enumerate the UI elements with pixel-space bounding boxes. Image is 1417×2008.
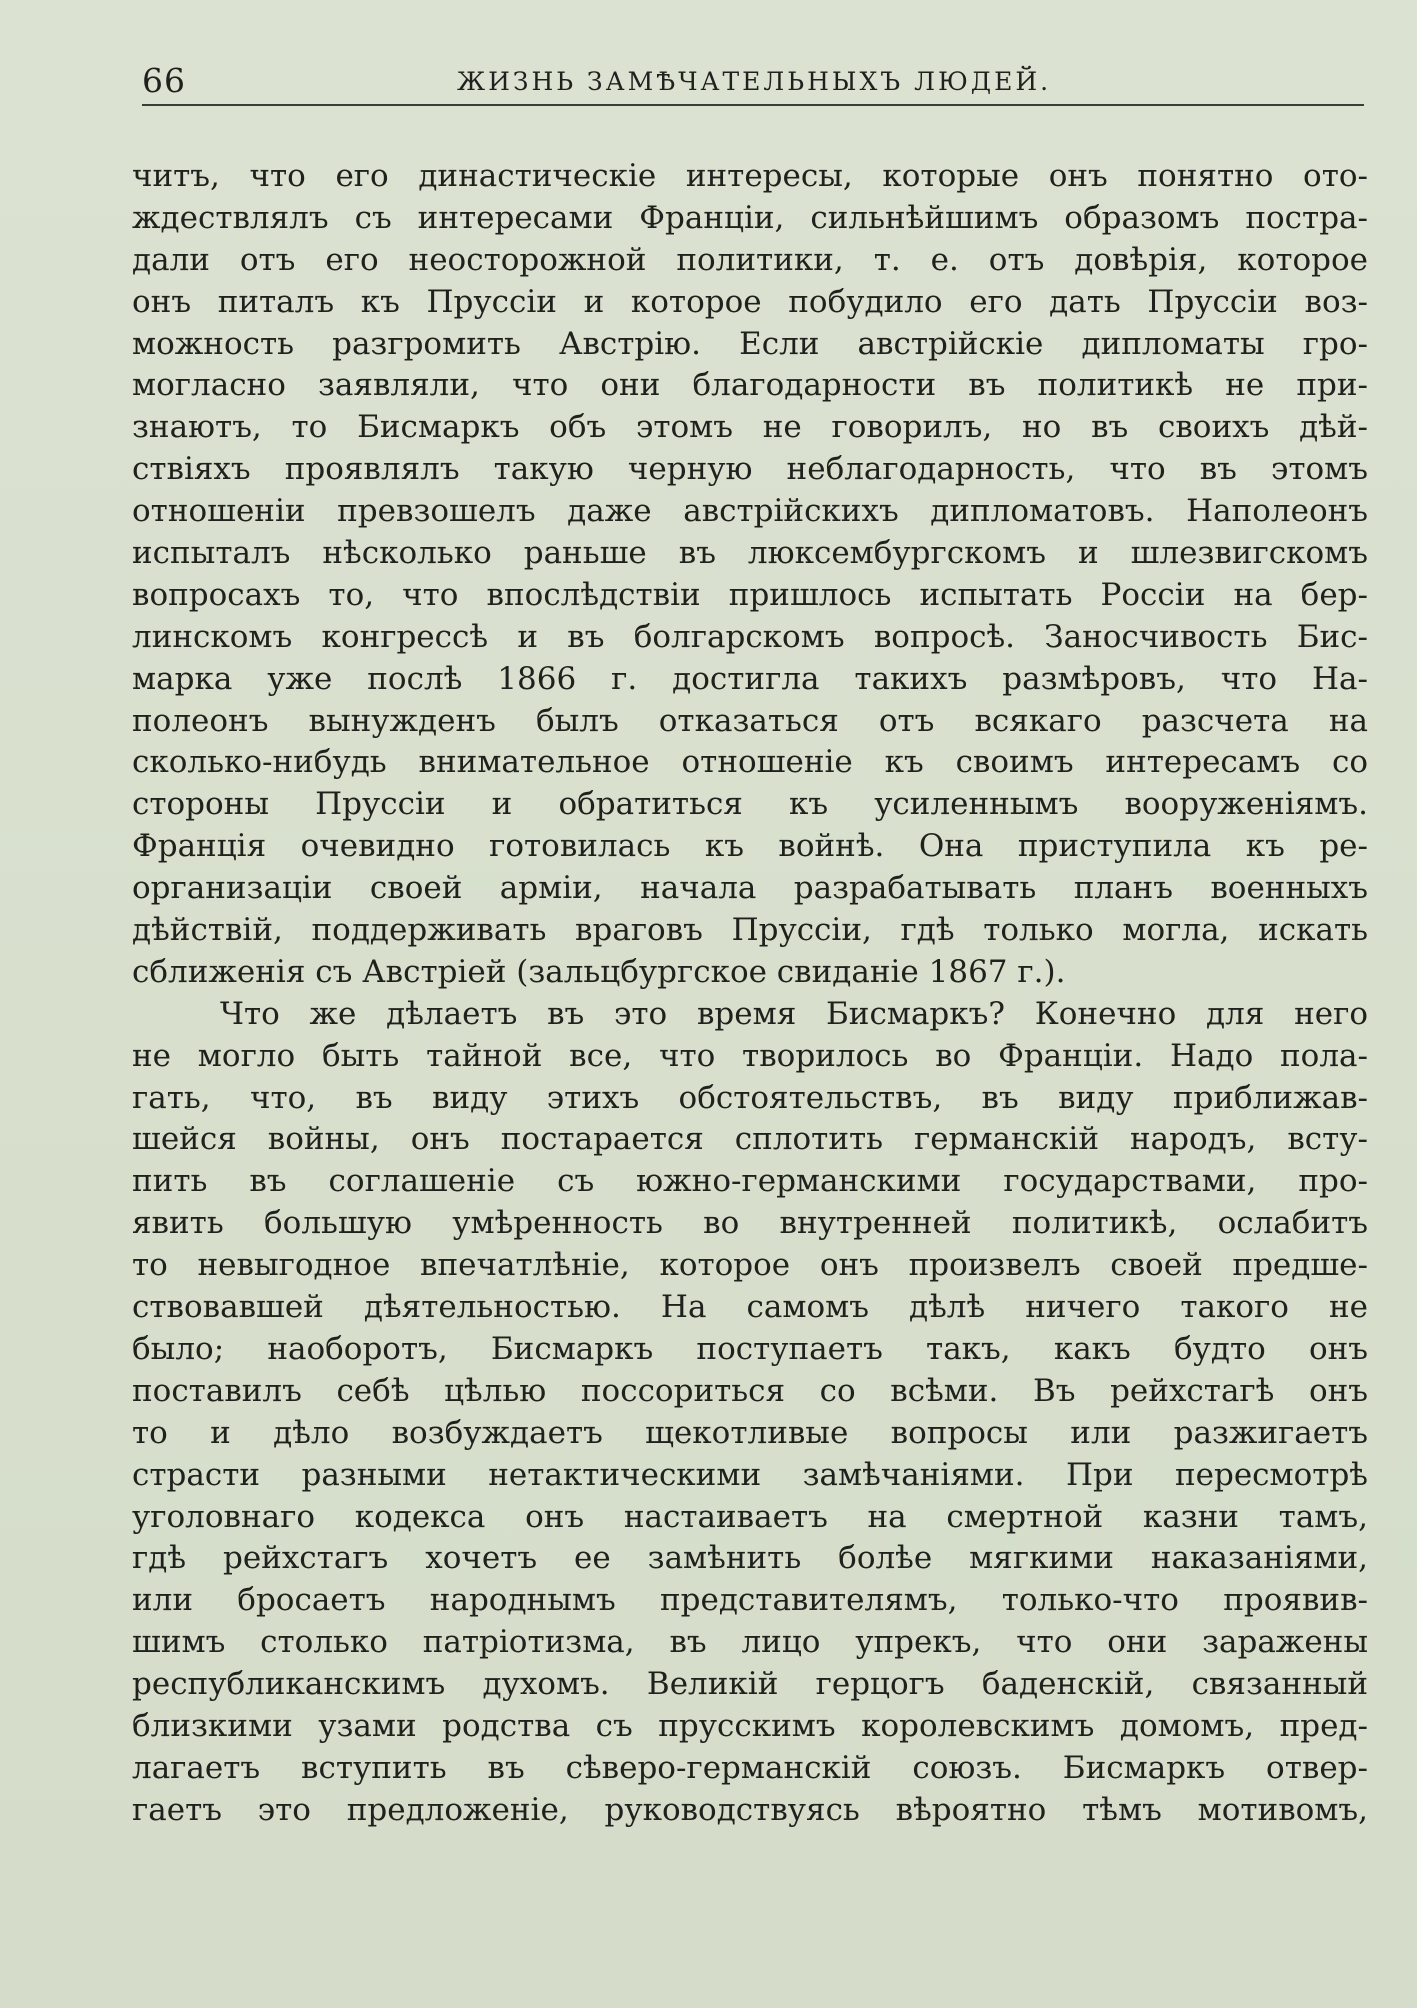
text-line: читъ, что его династическіе интересы, которые онъ понятно ото- [132, 158, 1368, 194]
running-title: ЖИЗНЬ ЗАМѢЧАТЕЛЬНЫХЪ ЛЮДЕЙ. [457, 67, 1052, 96]
text-line: гдѣ рейхстагъ хочетъ ее замѣнить болѣе мягкими наказаніями, [132, 1540, 1368, 1577]
text-line: испыталъ нѣсколько раньше въ люксембургскомъ и шлезвигскомъ [132, 535, 1368, 572]
text-line: сколько-нибудь внимательное отношеніе къ своимъ интересамъ со [132, 744, 1368, 781]
text-line: ствовавшей дѣятельностью. На самомъ дѣлѣ ничего такого не [132, 1289, 1368, 1326]
text-line: гать, что, въ виду этихъ обстоятельствъ, въ виду приближав- [132, 1079, 1368, 1116]
text-line: уголовнаго кодекса онъ настаиваетъ на смертной казни тамъ, [132, 1498, 1368, 1535]
text-line: шейся войны, онъ постарается сплотить германскій народъ, всту- [132, 1121, 1368, 1158]
text-line: шимъ столько патріотизма, въ лицо упрекъ, что они заражены [132, 1624, 1368, 1661]
page-number: 66 [142, 61, 186, 100]
text-line: знаютъ, то Бисмаркъ объ этомъ не говорилъ, но въ своихъ дѣй- [132, 409, 1368, 446]
text-line: Франція очевидно готовилась къ войнѣ. Она приступила къ ре- [132, 828, 1368, 865]
text-line: страсти разными нетактическими замѣчаніями. При пересмотрѣ [132, 1456, 1368, 1493]
text-line: республиканскимъ духомъ. Великій герцогъ баденскій, связанный [132, 1666, 1368, 1703]
text-line: дали отъ его неосторожной политики, т. е. отъ довѣрія, которое [132, 241, 1368, 278]
text-line: ждествлялъ съ интересами Франціи, сильнѣйшимъ образомъ постра- [132, 199, 1368, 236]
header-rule [142, 104, 1364, 106]
text-line: поставилъ себѣ цѣлью поссориться со всѣми. Въ рейхстагѣ онъ [132, 1372, 1368, 1409]
text-line: ствіяхъ проявлялъ такую черную неблагодарность, что въ этомъ [132, 451, 1368, 488]
text-line: вопросахъ то, что впослѣдствіи пришлось испытать Россіи на бер- [132, 576, 1368, 613]
text-line: то невыгодное впечатлѣніе, которое онъ произвелъ своей предше- [132, 1247, 1368, 1284]
text-line: дѣйствій, поддерживать враговъ Пруссіи, гдѣ только могла, искать [132, 912, 1368, 949]
page-header [142, 58, 1360, 104]
text-line: Что же дѣлаетъ въ это время Бисмаркъ? Конечно для него [220, 995, 1368, 1032]
text-line: близкими узами родства съ прусскимъ королевскимъ домомъ, пред- [132, 1707, 1368, 1744]
text-line: не могло быть тайной все, что творилось во Франціи. Надо пола- [132, 1037, 1368, 1074]
text-line: или бросаетъ народнымъ представителямъ, только-что проявив- [132, 1582, 1368, 1619]
body-text [132, 156, 1368, 1832]
text-line: полеонъ вынужденъ былъ отказаться отъ всякаго разсчета на [132, 702, 1368, 739]
text-line: можность разгромить Австрію. Если австрійскіе дипломаты гро- [132, 325, 1368, 362]
text-line: могласно заявляли, что они благодарности въ политикѣ не при- [132, 367, 1368, 404]
text-line: онъ питалъ къ Пруссіи и которое побудило его дать Пруссіи воз- [132, 283, 1368, 320]
text-line: было; наоборотъ, Бисмаркъ поступаетъ такъ, какъ будто онъ [132, 1330, 1368, 1367]
text-line: лагаетъ вступить въ сѣверо-германскій союзъ. Бисмаркъ отвер- [132, 1749, 1368, 1786]
text-line: то и дѣло возбуждаетъ щекотливые вопросы или разжигаетъ [132, 1414, 1368, 1451]
text-line: гаетъ это предложеніе, руководствуясь вѣроятно тѣмъ мотивомъ, [132, 1791, 1368, 1828]
text-line: сближенія съ Австріей (зальцбургское свиданіе 1867 г.). [132, 953, 1066, 990]
text-line: отношеніи превзошелъ даже австрійскихъ дипломатовъ. Наполеонъ [132, 493, 1368, 530]
text-line: явить большую умѣренность во внутренней политикѣ, ослабитъ [132, 1205, 1368, 1242]
text-line: пить въ соглашеніе съ южно-германскими государствами, про- [132, 1163, 1368, 1200]
text-line: стороны Пруссіи и обратиться къ усиленнымъ вооруженіямъ. [132, 786, 1368, 823]
text-line: марка уже послѣ 1866 г. достигла такихъ размѣровъ, что На- [132, 660, 1368, 697]
text-line: организаціи своей арміи, начала разрабатывать планъ военныхъ [132, 870, 1368, 907]
text-line: линскомъ конгрессѣ и въ болгарскомъ вопросѣ. Заносчивость Бис- [132, 618, 1368, 655]
